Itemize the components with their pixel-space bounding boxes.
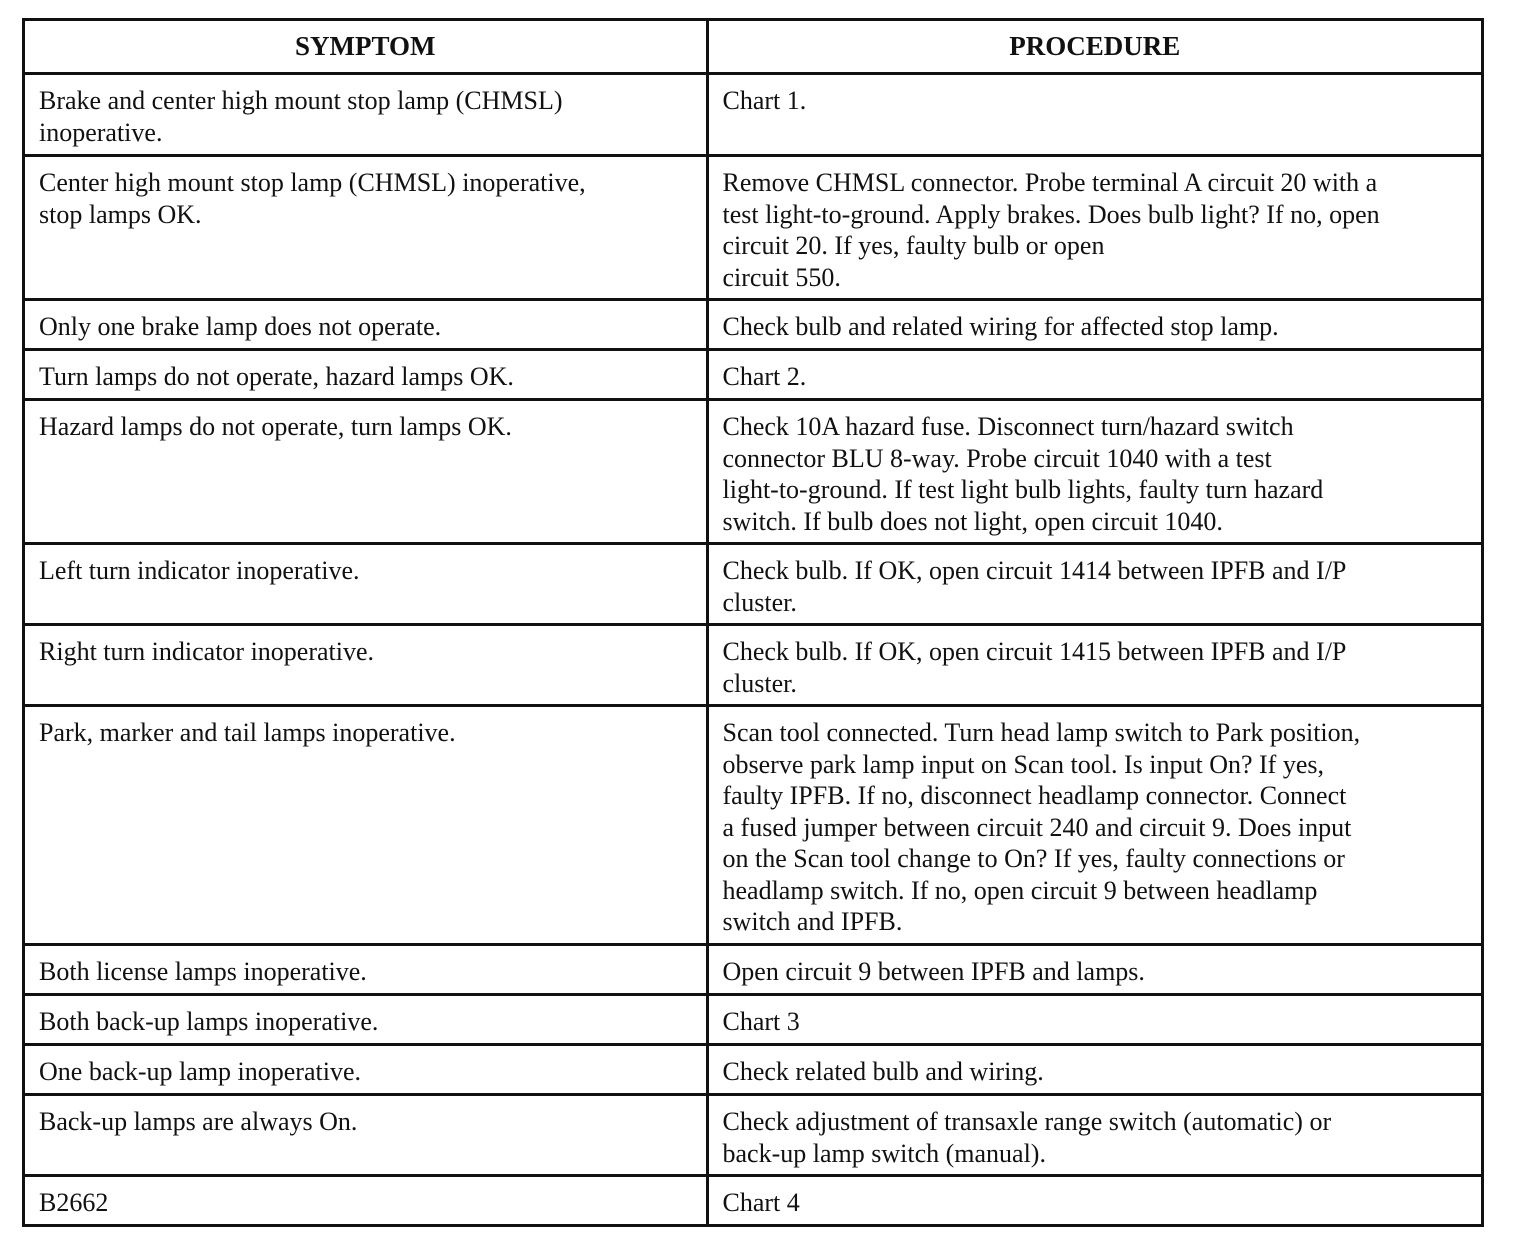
symptom-cell: Turn lamps do not operate, hazard lamps OK. [25,350,707,400]
table-row [25,400,1481,544]
table-header [25,21,1481,74]
table-row [25,706,1481,945]
symptom-column-header: SYMPTOM [25,21,707,74]
procedure-cell: Open circuit 9 between IPFB and lamps. [707,945,1481,995]
header-row [25,21,1481,74]
symptom-cell: Both back-up lamps inoperative. [25,995,707,1045]
diagnosis-table [25,21,1481,1224]
table-body [25,74,1481,1224]
table-row [25,300,1481,350]
table-row [25,995,1481,1045]
table-row [25,1045,1481,1095]
symptom-cell: Back-up lamps are always On. [25,1095,707,1176]
procedure-cell: Check 10A hazard fuse. Disconnect turn/hazard switch connector BLU 8-way. Probe circuit 1040 with a test light-to-ground. If test light bulb lights, faulty turn hazard switch. If bulb does not light, open circuit 1040. [707,400,1481,544]
procedure-cell: Chart 2. [707,350,1481,400]
table-row [25,1095,1481,1176]
symptom-cell: B2662 [25,1176,707,1224]
symptom-cell: Brake and center high mount stop lamp (CHMSL) inoperative. [25,74,707,156]
table-row [25,74,1481,156]
procedure-cell: Scan tool connected. Turn head lamp switch to Park position, observe park lamp input on Scan tool. Is input On? If yes, faulty IPFB. If no, disconnect headlamp connector. Connect a fused jumper between circuit 240 and circuit 9. Does input on the Scan tool change to On? If yes, faulty connections or headlamp switch. If no, open circuit 9 between headlamp switch and IPFB. [707,706,1481,945]
procedure-cell: Chart 3 [707,995,1481,1045]
symptom-cell: Only one brake lamp does not operate. [25,300,707,350]
procedure-cell: Check bulb. If OK, open circuit 1414 between IPFB and I/P cluster. [707,544,1481,625]
table-row [25,350,1481,400]
symptom-cell: Hazard lamps do not operate, turn lamps OK. [25,400,707,544]
symptom-cell: One back-up lamp inoperative. [25,1045,707,1095]
table-row [25,945,1481,995]
procedure-column-header: PROCEDURE [707,21,1481,74]
table-row [25,625,1481,706]
table-row [25,156,1481,300]
procedure-cell: Chart 4 [707,1176,1481,1224]
symptom-cell: Park, marker and tail lamps inoperative. [25,706,707,945]
symptom-cell: Left turn indicator inoperative. [25,544,707,625]
procedure-cell: Check related bulb and wiring. [707,1045,1481,1095]
table-row [25,1176,1481,1224]
procedure-cell: Chart 1. [707,74,1481,156]
table-row [25,544,1481,625]
procedure-cell: Remove CHMSL connector. Probe terminal A circuit 20 with a test light-to-ground. Apply brakes. Does bulb light? If no, open circuit 20. If yes, faulty bulb or open circuit 550. [707,156,1481,300]
symptom-procedure-table [22,18,1484,1227]
symptom-cell: Center high mount stop lamp (CHMSL) inoperative, stop lamps OK. [25,156,707,300]
symptom-cell: Right turn indicator inoperative. [25,625,707,706]
procedure-cell: Check bulb and related wiring for affected stop lamp. [707,300,1481,350]
symptom-cell: Both license lamps inoperative. [25,945,707,995]
procedure-cell: Check adjustment of transaxle range switch (automatic) or back-up lamp switch (manual). [707,1095,1481,1176]
procedure-cell: Check bulb. If OK, open circuit 1415 between IPFB and I/P cluster. [707,625,1481,706]
